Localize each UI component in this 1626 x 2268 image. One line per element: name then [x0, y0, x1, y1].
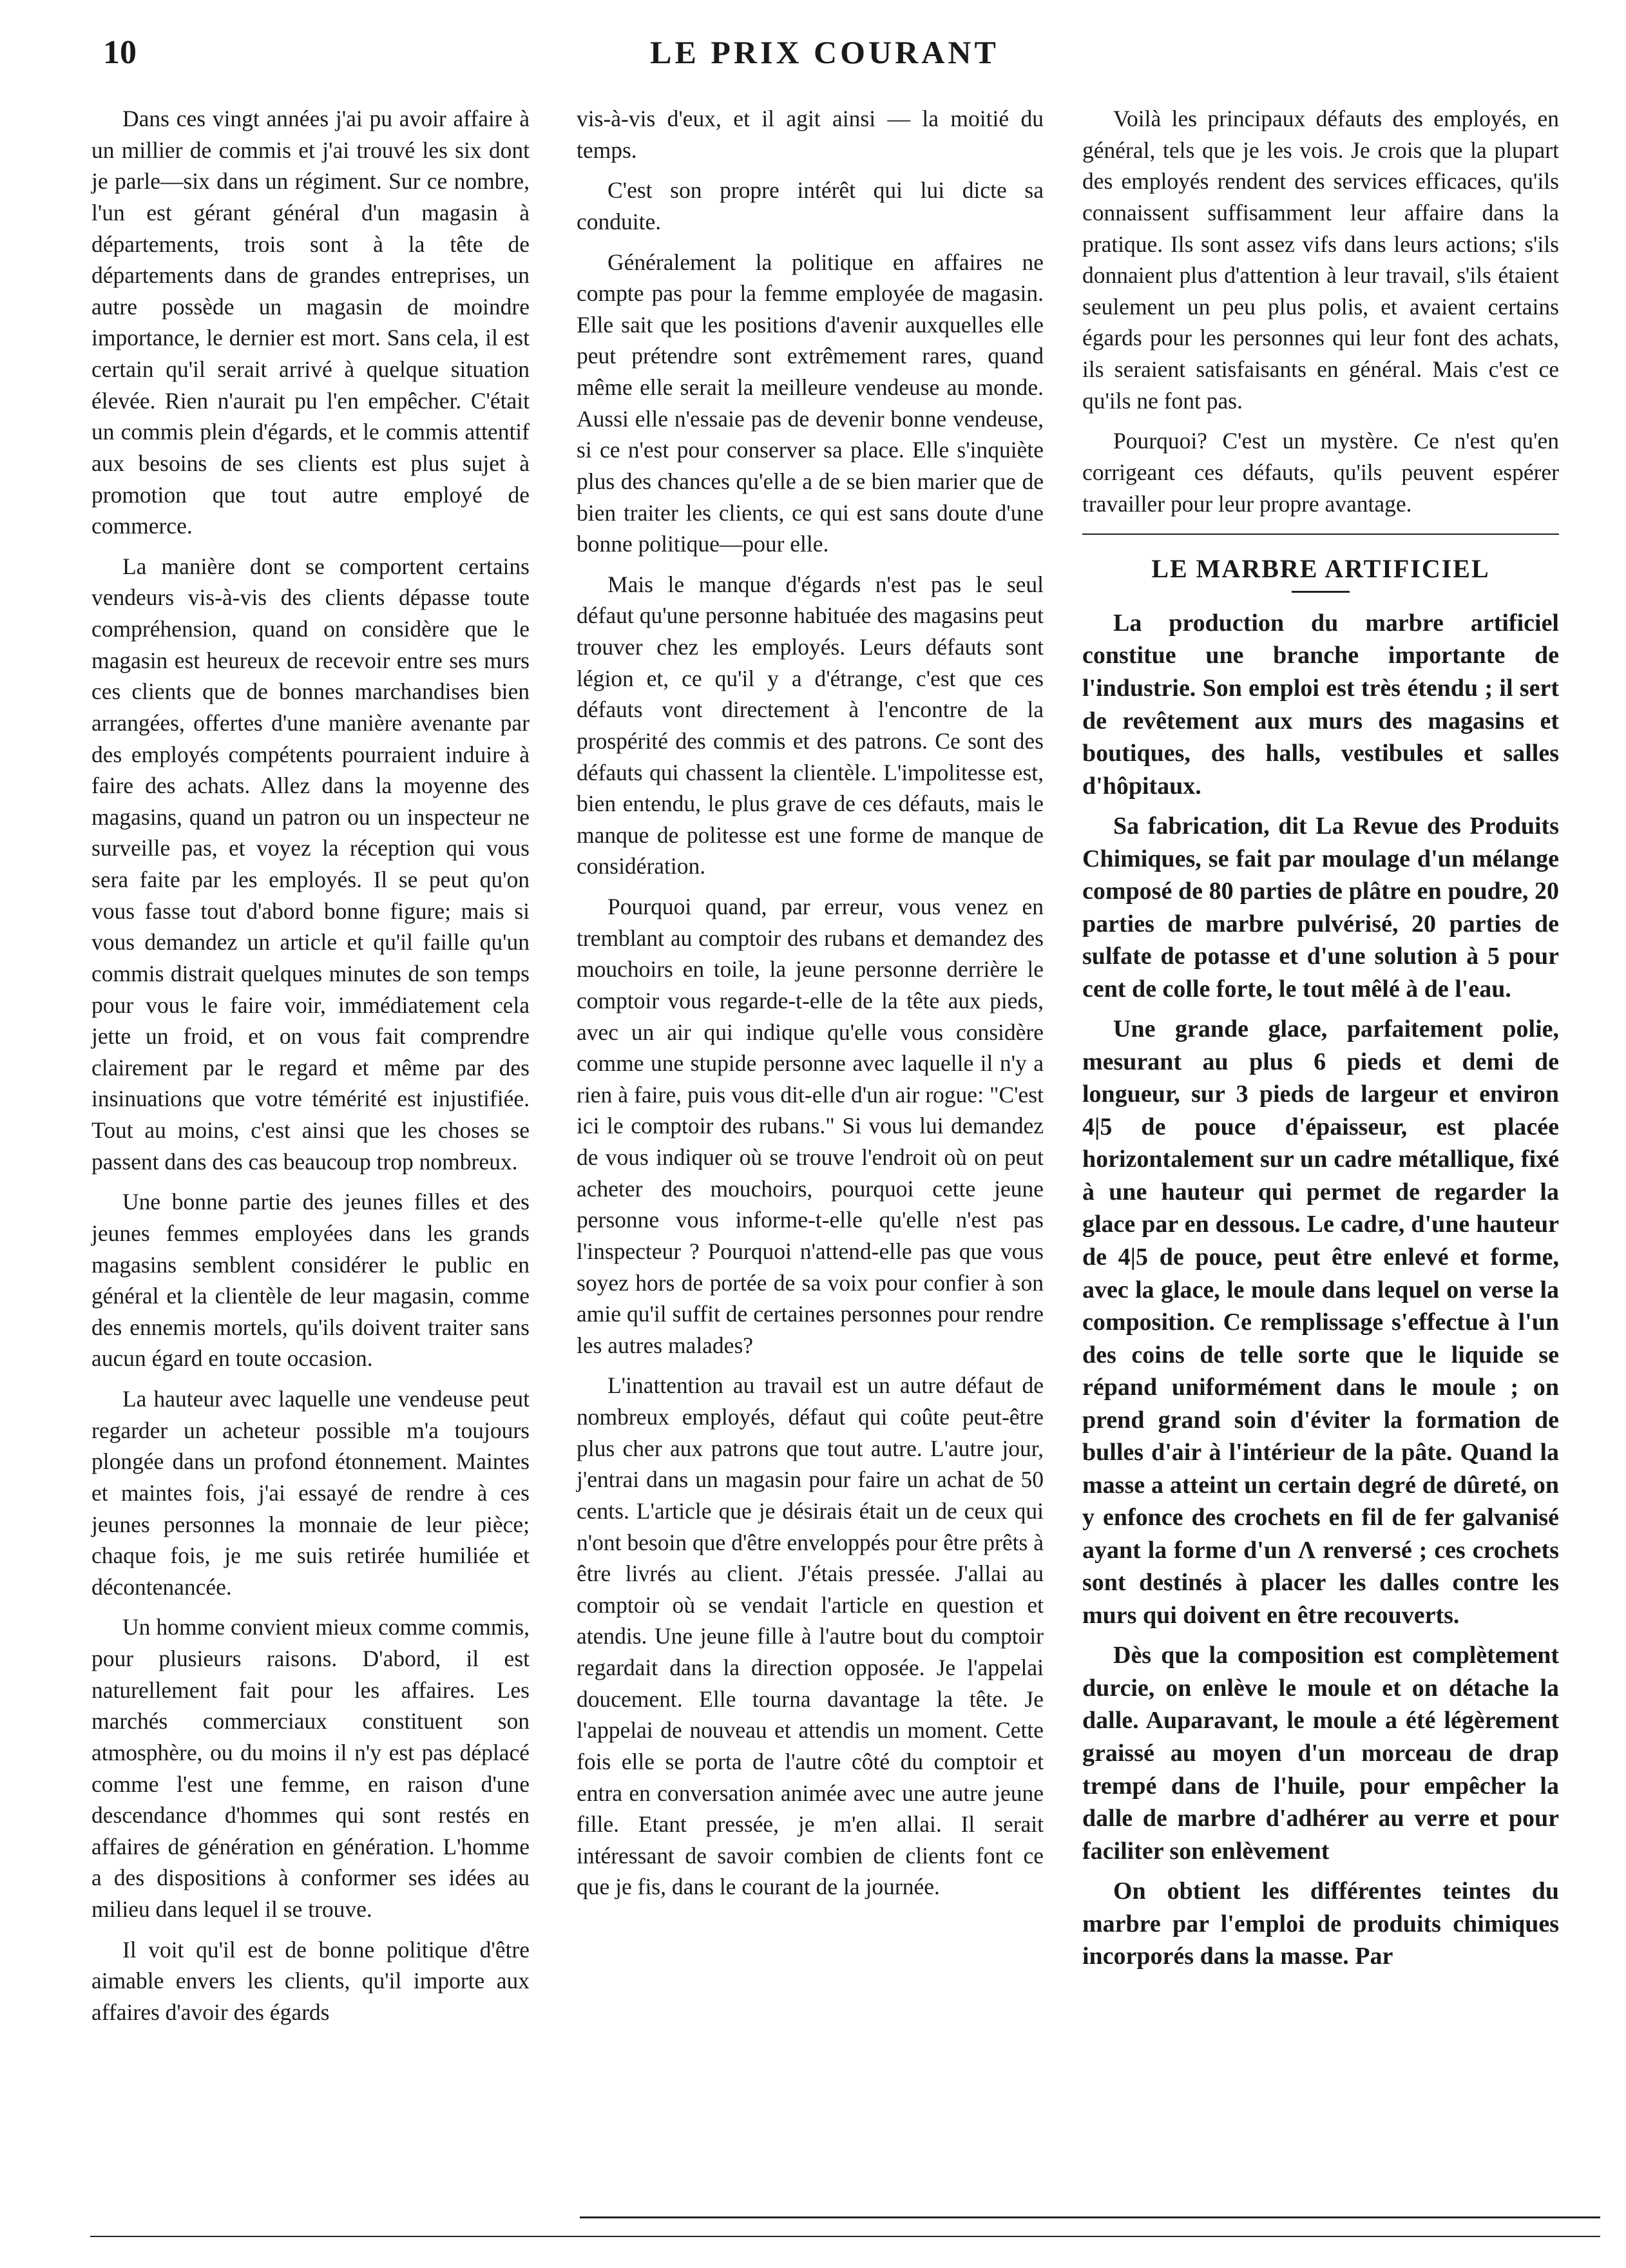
bottom-rule-lower	[90, 2236, 1600, 2237]
article-paragraph: On obtient les différentes teintes du marbre par l'emploi de produits chimiques incorporés dans la masse. Par	[1082, 1878, 1559, 1970]
column-1-paragraph: Dans ces vingt années j'ai pu avoir affaire à un millier de commis et j'ai trouvé les six dont je parle—six dans un régiment. Sur ce nombre, l'un est gérant général d'un magasin à départements, trois sont à la tête de départements dans de grandes entreprises, un autre possède un magasin de moindre importance, le dernier est mort. Sans cela, il est certain qu'il serait arrivé à quelque situation élevée. Rien n'aurait pu l'en empêcher. C'était un commis plein d'égards, et le commis attentif aux besoins de ses clients est plus sujet à promotion que tout autre employé de commerce.	[91, 106, 530, 539]
column-3-paragraph: Voilà les principaux défauts des employés, en général, tels que je les vois. Je crois que la plupart des employés rendent des services efficaces, qu'ils connaissent suffisamment leur affaire dans la pratique. Ils sont assez vifs dans leurs actions; s'ils donnaient plus d'attention à leur travail, s'ils étaient seulement un peu plus polis, et avaient certains égards pour les personnes qui leur font des achats, ils seraient satisfaisants en général. Mais c'est ce qu'ils ne font pas.	[1082, 106, 1559, 414]
article-title: LE MARBRE ARTIFICIEL	[1151, 554, 1490, 584]
column-2-paragraph: C'est son propre intérêt qui lui dicte sa conduite.	[577, 177, 1044, 235]
column-2	[577, 103, 1044, 1912]
column-2-paragraph: L'inattention au travail est un autre défaut de nombreux employés, défaut qui coûte peut-être plus cher aux patrons que tout autre. L'autre jour, j'entrai dans un magasin pour faire un achat de 50 cents. L'article que je désirais était un de ceux qui n'ont besoin que d'être enveloppés pour être prêts à être livrés au client. J'étais pressée. J'allai au comptoir où se vendait l'article en question et atendis. Une jeune fille à l'autre bout du comptoir regardait dans la direction opposée. Je l'appelai doucement. Elle tourna davantage la tête. Je l'appelai de nouveau et attendis un moment. Cette fois elle se porta de l'autre côté du comptoir et entra en conversation animée avec une autre jeune fille. Etant pressée, je m'en allai. Il serait intéressant de savoir combien de clients font ce que je fis, dans le courant de la journée.	[577, 1372, 1044, 1900]
column-2-paragraph: vis-à-vis d'eux, et il agit ainsi — la moitié du temps.	[577, 106, 1044, 163]
bottom-rule	[580, 2216, 1600, 2218]
column-3	[1082, 103, 1559, 1981]
column-1-paragraph: La manière dont se comportent certains vendeurs vis-à-vis des clients dépasse toute compréhension, quand on considère que le magasin est heureux de recevoir entre ses murs ces clients que de bonnes marchandises bien arrangées, offertes d'une manière avenante par des employés compétents pourraient induire à faire des achats. Allez dans la moyenne des magasins, quand un patron ou un inspecteur ne surveille pas, et voyez la réception qui vous sera faite par les employés. Il se peut qu'on vous fasse tout d'abord bonne figure; mais si vous demandez un article et qu'il faille qu'un commis distrait quelques minutes de son temps pour vous le faire voir, immédiatement cela jette un froid, et on vous fait comprendre clairement par le regard et même par des insinuations que votre témérité est injustifiée. Tout au moins, c'est ainsi que les choses se passent dans des cas beaucoup trop nombreux.	[91, 553, 530, 1175]
column-2-paragraph: Pourquoi quand, par erreur, vous venez en tremblant au comptoir des rubans et demandez des mouchoirs en toile, la jeune personne derrière le comptoir vous regarde-t-elle de la tête aux pieds, avec un air qui indique qu'elle vous considère comme une stupide personne avec laquelle il n'y a rien à faire, puis vous dit-elle d'un air rogue: "C'est ici le comptoir des rubans." Si vous lui demandez de vous indiquer où se trouve l'endroit où on peut acheter des mouchoirs, pourquoi cette jeune personne vous informe-t-elle qu'elle n'est pas l'inspecteur ? Pourquoi n'attend-elle pas que vous soyez hors de portée de sa voix pour confier à son amie qu'il suffit de certaines personnes pour rendre les autres malades?	[577, 894, 1044, 1358]
column-2-paragraph: Mais le manque d'égards n'est pas le seul défaut qu'une personne habituée des magasins peut trouver chez les employés. Leurs défauts sont légion et, ce qu'il y a d'étrange, c'est que ces défauts vont directement à l'encontre de la prospérité des commis et des patrons. Ce sont des défauts qui chassent la clientèle. L'impolitesse est, bien entendu, le plus grave de ces défauts, mais le manque de politesse est une forme de manque de considération.	[577, 571, 1044, 879]
article-paragraph: Dès que la composition est complètement durcie, on enlève le moule et on détache la dalle. Auparavant, le moule a été légèrement graissé au moyen d'un morceau de drap trempé dans de l'huile, pour empêcher la dalle de marbre d'adhérer au verre et pour faciliter son enlèvement	[1082, 1642, 1559, 1865]
article-paragraph: Sa fabrication, dit La Revue des Produits Chimiques, se fait par moulage d'un mélange composé de 80 parties de plâtre en poudre, 20 parties de marbre pulvérisé, 20 parties de sulfate de potasse et d'une solution à 5 pour cent de colle forte, le tout mêlé à de l'eau.	[1082, 812, 1559, 1003]
title-underline	[1292, 591, 1350, 593]
column-1-paragraph: La hauteur avec laquelle une vendeuse peut regarder un acheteur possible m'a toujours plongée dans un profond étonnement. Maintes et maintes fois, j'ai essayé de rendre à ces jeunes personnes la monnaie de leur pièce; chaque fois, je me suis retirée humiliée et décontenancée.	[91, 1386, 530, 1600]
article-body	[1082, 607, 1559, 1973]
column-1-paragraph: Un homme convient mieux comme commis, pour plusieurs raisons. D'abord, il est naturellement fait pour les affaires. Les marchés commerciaux constituent son atmosphère, ou du moins il n'y est pas déplacé comme l'est une femme, en raison d'une descendance d'hommes qui sont restés en affaires de génération en génération. L'homme a des dispositions à conformer ses idées au milieu dans lequel il se trouve.	[91, 1614, 530, 1922]
page-header	[97, 34, 1553, 85]
article-paragraph: La production du marbre artificiel constitue une branche importante de l'industrie. Son emploi est très étendu ; il sert de revêtement aux murs des magasins et boutiques, des halls, vestibules et salles d'hôpitaux.	[1082, 609, 1559, 800]
column-1-paragraph: Une bonne partie des jeunes filles et des jeunes femmes employées dans les grands magasins semblent considérer le public en général et la clientèle de leur magasin, comme des ennemis mortels, qu'ils doivent traiter sans aucun égard en toute occasion.	[91, 1189, 530, 1372]
column-1-paragraph: Il voit qu'il est de bonne politique d'être aimable envers les clients, qu'il importe aux affaires d'avoir des égards	[91, 1936, 530, 2025]
column-3-paragraph: Pourquoi? C'est un mystère. Ce n'est qu'en corrigeant ces défauts, qu'ils peuvent espérer travailler pour leur propre avantage.	[1082, 428, 1559, 517]
page-number: 10	[103, 34, 137, 71]
column-3-continuation	[1082, 103, 1559, 519]
column-1	[91, 103, 530, 2037]
column-2-paragraph: Généralement la politique en affaires ne compte pas pour la femme employée de magasin. Elle sait que les positions d'avenir auxquelles elle peut prétendre sont extrêmement rares, quand même elle serait la meilleure vendeuse au monde. Aussi elle n'essaie pas de devenir bonne vendeuse, si ce n'est pour conserver sa place. Elle s'inquiète plus des chances qu'elle a de se bien marier que de bien traiter les clients, ce qui est sans doute d'une bonne politique—pour elle.	[577, 249, 1044, 557]
publication-title: LE PRIX COURANT	[650, 34, 999, 70]
article-paragraph: Une grande glace, parfaitement polie, mesurant au plus 6 pieds et demi de longueur, sur 3 pieds de largeur et environ 4|5 de pouce d'épaisseur, est placée horizontalement sur un cadre métallique, fixé à une hauteur qui permet de regarder la glace par en dessous. Le cadre, d'une hauteur de 4|5 de pouce, peut être enlevé et forme, avec la glace, le moule dans lequel on verse la composition. Ce remplissage s'effectue à l'un des coins de telle sorte que le liquide se répand uniformément dans le moule ; on prend grand soin d'éviter la formation de bulles d'air à l'intérieur de la pâte. Quand la masse a atteint un certain degré de dûreté, on y enfonce des crochets en fil de fer galvanisé ayant la forme d'un Λ renversé ; ces crochets sont destinés à placer les dalles contre les murs qui doivent en être recouverts.	[1082, 1015, 1559, 1629]
article-separator	[1082, 533, 1559, 535]
